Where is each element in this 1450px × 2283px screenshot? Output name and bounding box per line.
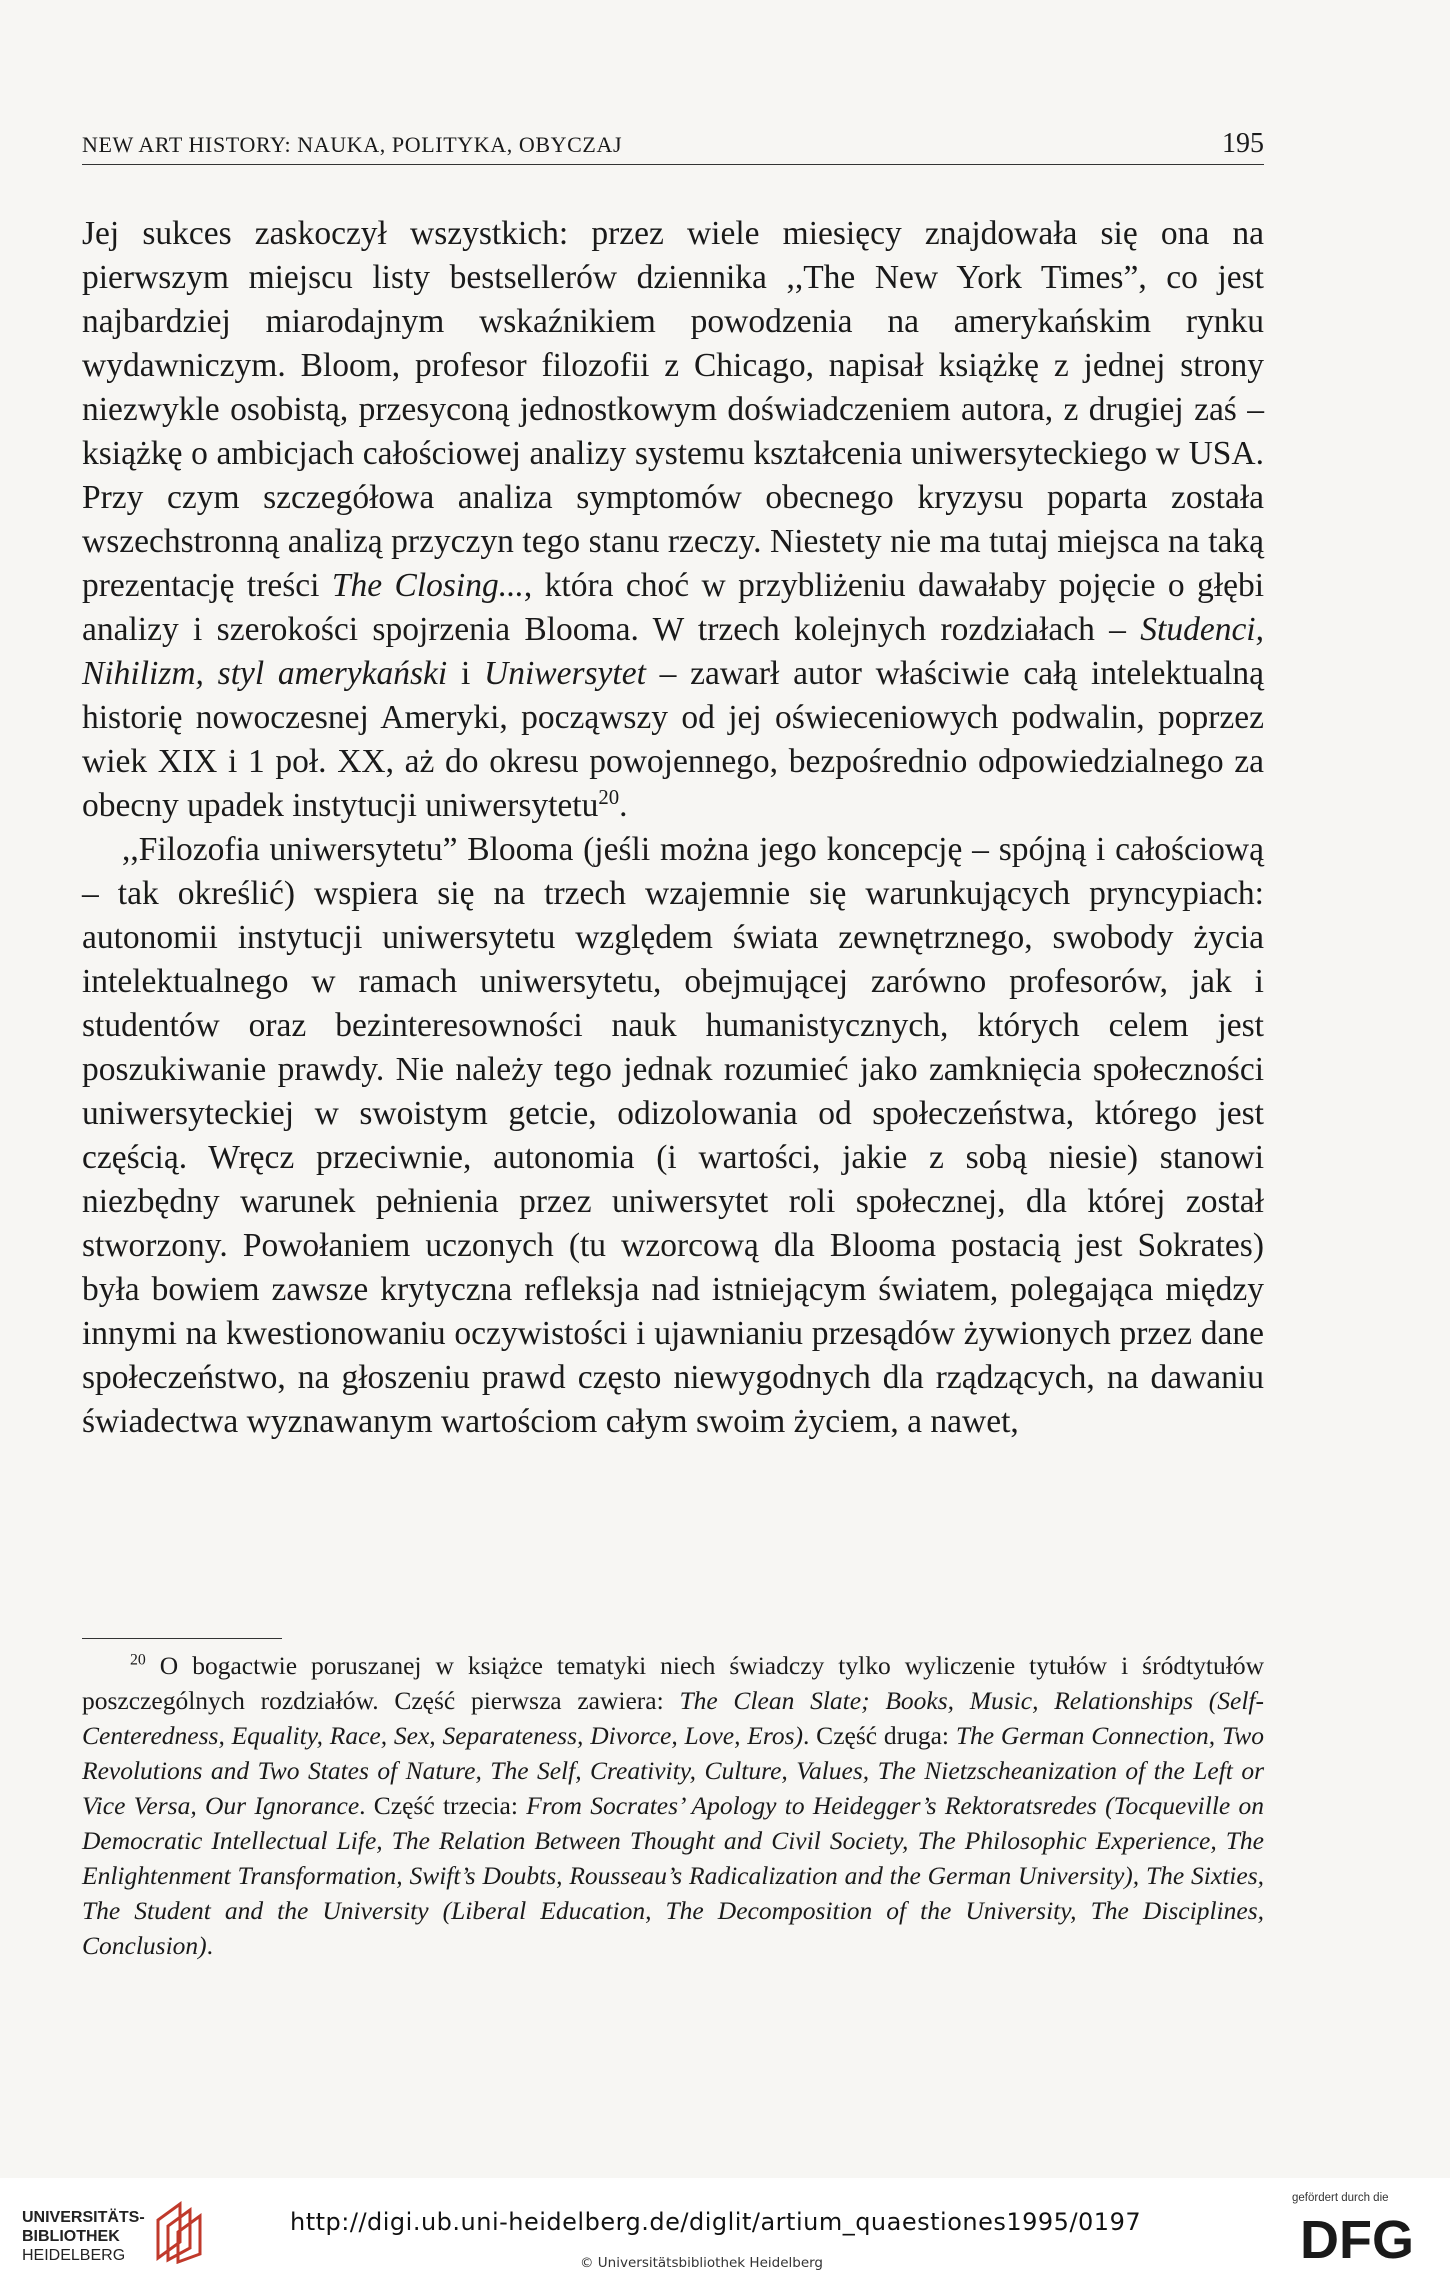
footnote-text-b: . Część druga: <box>803 1721 956 1750</box>
footnote-divider <box>82 1638 282 1639</box>
footnote-20 <box>82 1648 1264 1963</box>
library-name-line2: BIBLIOTHEK <box>22 2228 120 2245</box>
book-title-closing: The Closing... <box>331 567 524 604</box>
library-name <box>22 2208 145 2265</box>
chapter-titles: Studenci, Nihilizm, styl amerykański <box>82 611 1264 692</box>
paragraph-1-text-b: , która choć w przybliżeniu dawałaby pojęcie o głębi analizy i szerokości spojrzenia Blooma. W trzech kolejnych rozdziałach – <box>82 567 1264 648</box>
running-head <box>82 124 1264 165</box>
footnote-text-c: . Część trzecia: <box>359 1791 527 1820</box>
paragraph-1 <box>82 212 1264 828</box>
footer-bar <box>0 2178 1450 2283</box>
copyright-notice: © Universitätsbibliothek Heidelberg <box>580 2255 824 2271</box>
dfg-logo-text: DFG <box>1300 2212 1414 2264</box>
page-number: 195 <box>1222 128 1264 159</box>
paragraph-1-end: . <box>619 787 628 824</box>
chapter-title-university: Uniwersytet <box>484 655 646 692</box>
footnote-text-d: . <box>206 1931 214 1960</box>
library-logo-icon <box>150 2198 206 2264</box>
footnote-number: 20 <box>130 1651 146 1669</box>
footnote-part-three-titles: From Socrates’ Apology to Heidegger’s Rektoratsredes (Tocqueville on Democratic Intellectual Life, The Relation Between Thought and Civil Society, The Philosophic Experience, The Enlightenment Transformation, Swift’s Doubts, Rousseau’s Radicalization and the German University), The Sixties, The Student and the University (Liberal Education, The Decomposition of the University, The Disciplines, Conclusion) <box>82 1791 1264 1960</box>
source-url-link[interactable]: http://digi.ub.uni-heidelberg.de/diglit/artium_quaestiones1995/0197 <box>290 2208 1142 2236</box>
paragraph-1-text-a: Jej sukces zaskoczył wszystkich: przez wiele miesięcy znajdowała się ona na pierwszym miejscu listy bestsellerów dziennika ,,The New York Times”, co jest najbardziej miarodajnym wskaźnikiem powodzenia na amerykańskim rynku wydawniczym. Bloom, profesor filozofii z Chicago, napisał książkę z jednej strony niezwykle osobistą, przesyconą jednostkowym doświadczeniem autora, z drugiej zaś – książkę o ambicjach całościowej analizy systemu kształcenia uniwersyteckiego w USA. Przy czym szczegółowa analiza symptomów obecnego kryzysu poparta została wszechstronną analizą przyczyn tego stanu rzeczy. Niestety nie ma tutaj miejsca na taką prezentację treści <box>82 215 1264 604</box>
running-title: NEW ART HISTORY: NAUKA, POLITYKA, OBYCZAJ <box>82 132 623 157</box>
footnote-part-two-titles: The German Connection, Two Revolutions and Two States of Nature, The Self, Creativity, Culture, Values, The Nietzscheanization of the Left or Vice Versa, Our Ignorance <box>82 1721 1265 1820</box>
paragraph-1-text-c: i <box>447 655 484 692</box>
paragraph-2: ,,Filozofia uniwersytetu” Blooma (jeśli można jego koncepcję – spójną i całościową – tak określić) wspiera się na trzech wzajemnie się warunkujących pryncypiach: autonomii instytucji uniwersytetu względem świata zewnętrznego, swobody życia intelektualnego w ramach uniwersytetu, obejmującej zarówno profesorów, jak i studentów oraz bezinteresowności nauk humanistycznych, których celem jest poszukiwanie prawdy. Nie należy tego jednak rozumieć jako zamknięcia społeczności uniwersyteckiej w swoistym getcie, odizolowania od społeczeństwa, którego jest częścią. Wręcz przeciwnie, autonomia (i wartości, jakie z sobą niesie) stanowi niezbędny warunek pełnienia przez uniwersytet roli społecznej, dla której został stworzony. Powołaniem uczonych (tu wzorcową dla Blooma postacią jest Sokrates) była bowiem zawsze krytyczna refleksja nad istniejącym światem, polegająca między innymi na kwestionowaniu oczywistości i ujawnianiu przesądów żywionych przez dane społeczeństwo, na głoszeniu prawd często niewygodnych dla rządzących, na dawaniu świadectwa wyznawanym wartościom całym swoim życiem, a nawet, <box>82 831 1264 1440</box>
body-text <box>82 212 1264 1444</box>
footnote-part-one-titles: The Clean Slate; Books, Music, Relationships (Self-Centeredness, Equality, Race, Sex, Separateness, Divorce, Love, Eros) <box>82 1686 1264 1750</box>
dfg-logo-icon[interactable] <box>1288 2212 1426 2264</box>
library-name-line1: UNIVERSITÄTS- <box>22 2209 145 2226</box>
footnote-reference[interactable]: 20 <box>598 785 620 809</box>
funding-label: gefördert durch die <box>1292 2192 1389 2204</box>
footnote-text-a: O bogactwie poruszanej w książce tematyki niech świadczy tylko wyliczenie tytułów i śródtytułów poszczególnych rozdziałów. Część pierwsza zawiera: <box>82 1651 1264 1715</box>
library-name-line3: HEIDELBERG <box>22 2247 126 2264</box>
paragraph-1-text-d: – zawarł autor właściwie całą intelektualną historię nowoczesnej Ameryki, począwszy od jej oświeceniowych podwalin, poprzez wiek XIX i 1 poł. XX, aż do okresu powojennego, bezpośrednio odpowiedzialnego za obecny upadek instytucji uniwersytetu <box>82 655 1265 824</box>
